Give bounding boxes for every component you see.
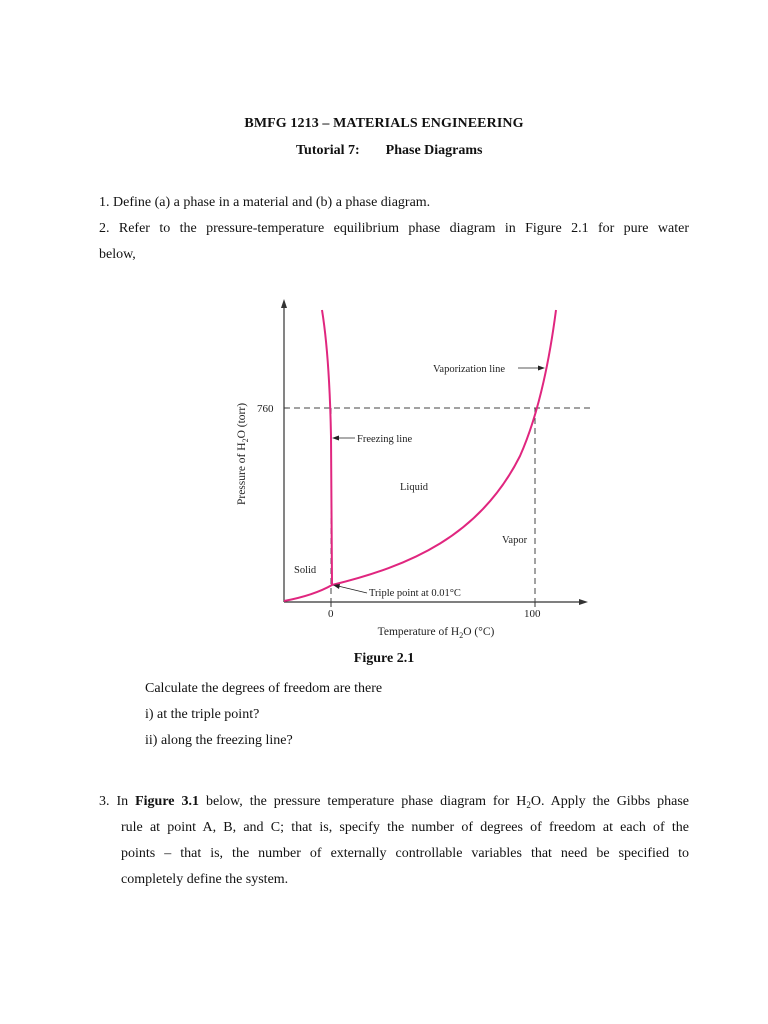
annotation-vaporization: Vaporization line	[433, 364, 506, 375]
x-tick-label-0: 0	[328, 608, 334, 620]
question-1: 1. Define (a) a phase in a material and (b) a phase diagram.	[99, 195, 431, 210]
figure-3-1-ref: Figure 3.1	[135, 794, 199, 809]
question-3-line-3: points – that is, the number of externally controllable variables that need be specified to	[121, 846, 689, 861]
region-label-vapor: Vapor	[502, 535, 528, 546]
phase-diagram-figure	[230, 296, 592, 641]
question-2-prompt: Calculate the degrees of freedom are there	[145, 681, 383, 696]
tutorial-subtitle	[296, 143, 482, 159]
region-label-solid: Solid	[294, 565, 317, 576]
question-3-line-1: 3. In Figure 3.1 below, the pressure temperature phase diagram for $H_2O$. Apply the Gibbs phase	[99, 794, 689, 810]
question-2-part-ii: ii) along the freezing line?	[145, 733, 293, 748]
region-label-liquid: Liquid	[400, 482, 428, 493]
question-2	[99, 216, 689, 268]
y-axis-title: Pressure of $H_2O$ (torr)	[236, 402, 250, 506]
question-3	[99, 789, 689, 893]
figure-caption: Figure 2.1	[353, 651, 415, 666]
question-3-line-2: rule at point A, B, and C; that is, specify the number of degrees of freedom at each of the	[121, 820, 689, 835]
question-2-line-1: 2. Refer to the pressure-temperature equilibrium phase diagram in Figure 2.1 for pure water	[99, 221, 689, 236]
annotation-triple-point: Triple point at 0.01°C	[369, 588, 461, 599]
y-tick-label-760: 760	[257, 403, 274, 415]
page-title: BMFG 1213 – MATERIALS ENGINEERING	[244, 116, 524, 131]
phase-diagram-chart	[230, 296, 592, 641]
tutorial-topic: Phase Diagrams	[385, 143, 483, 158]
annotation-freezing: Freezing line	[357, 434, 413, 445]
x-axis-title: Temperature of $H_2O$ (°C)	[377, 626, 495, 640]
question-2-line-2: below,	[99, 247, 136, 262]
question-2-part-i: i) at the triple point?	[145, 707, 260, 722]
x-tick-label-100: 100	[524, 608, 541, 620]
question-3-line-4: completely define the system.	[121, 872, 289, 887]
tutorial-label: Tutorial 7:	[296, 143, 360, 158]
